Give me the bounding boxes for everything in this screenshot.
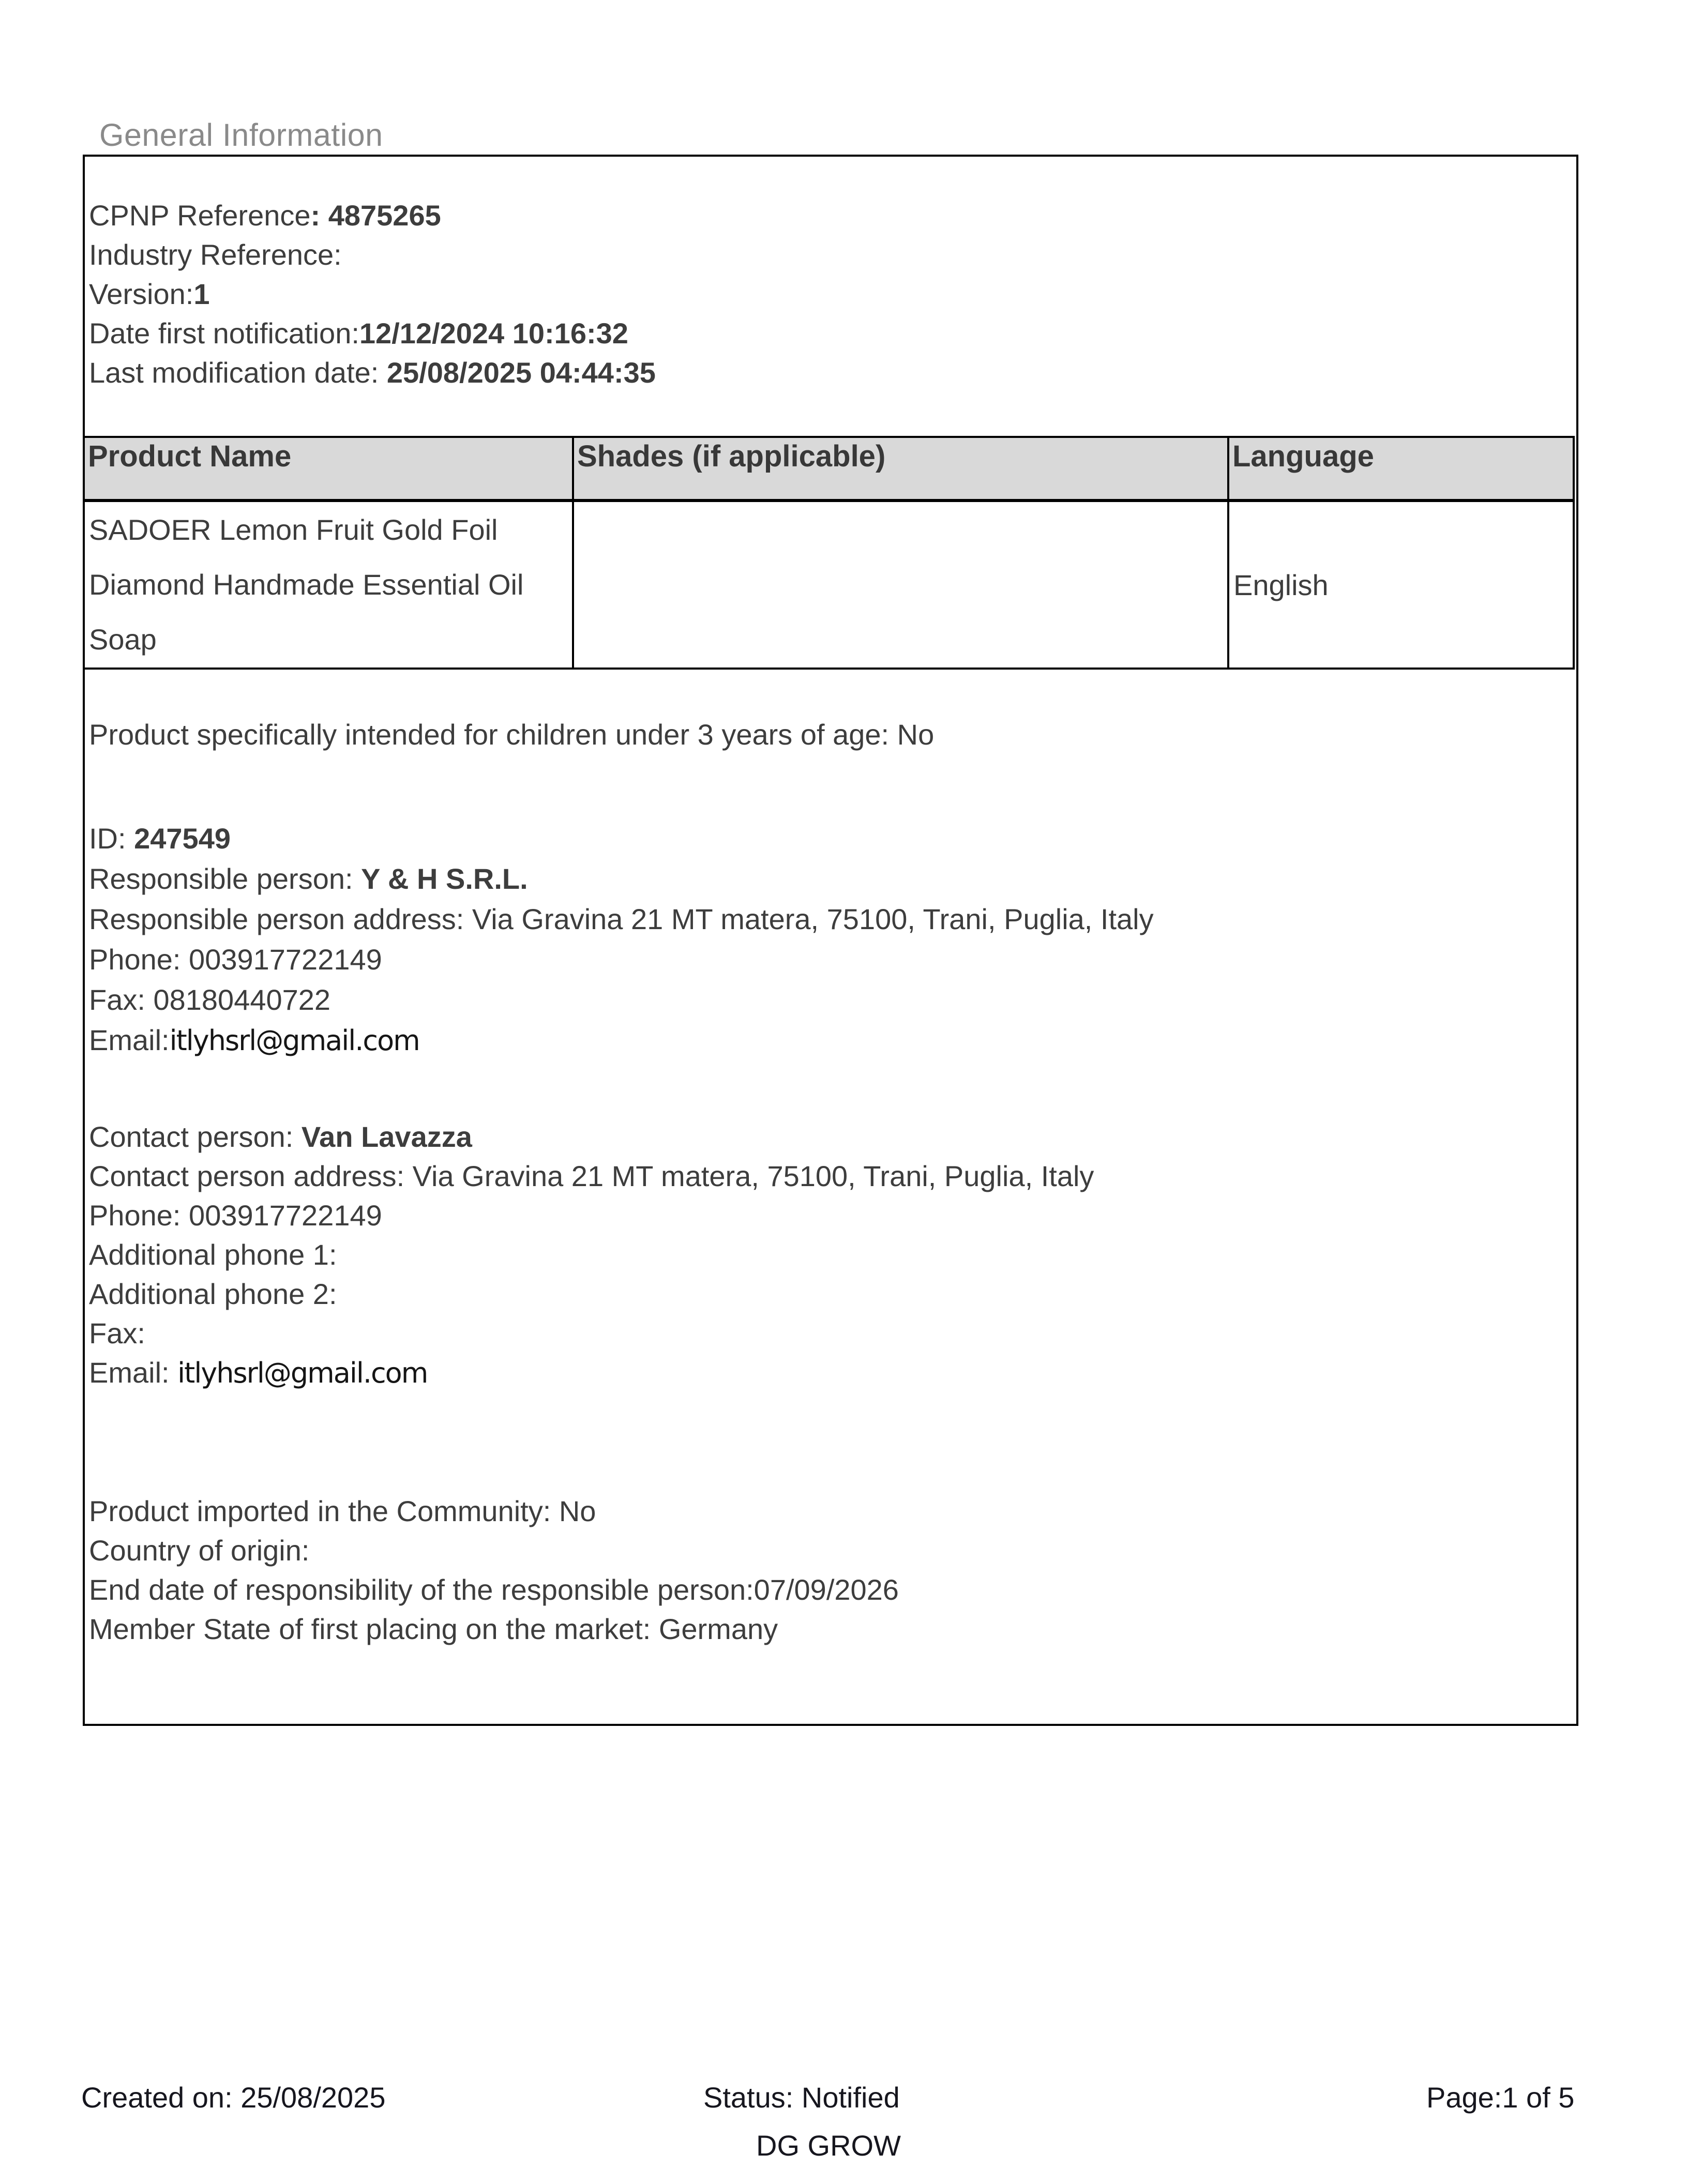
column-header-language: Language	[1228, 437, 1574, 501]
field-value: Y & H S.R.L.	[361, 862, 528, 895]
field-label: Additional phone 2:	[89, 1278, 337, 1310]
contact-email-line	[85, 1353, 1576, 1393]
field-value: Van Lavazza	[301, 1120, 472, 1153]
member-state-line: Member State of first placing on the market: Germany	[89, 1613, 778, 1645]
field-label: Last modification date:	[89, 356, 387, 389]
footer-created-on: Created on: 25/08/2025	[81, 2081, 386, 2114]
field-label: Contact person address: Via Gravina 21 MT matera, 75100, Trani, Puglia, Italy	[89, 1160, 1094, 1192]
shades-cell	[573, 501, 1228, 669]
end-date-responsibility-line: End date of responsibility of the responsible person:07/09/2026	[89, 1573, 899, 1606]
product-table	[83, 436, 1575, 670]
cpnp-reference-line	[85, 196, 1576, 235]
industry-reference-line	[85, 235, 1576, 275]
column-header-shades: Shades (if applicable)	[573, 437, 1228, 501]
responsible-person-address-line	[85, 899, 1576, 939]
field-label: CPNP Reference	[89, 199, 311, 232]
field-value: : 4875265	[310, 199, 441, 232]
field-label: Additional phone 1:	[89, 1238, 337, 1271]
field-label: Phone: 003917722149	[89, 1199, 382, 1232]
last-modification-line	[85, 353, 1576, 392]
id-line	[85, 818, 1576, 859]
field-value: 12/12/2024 10:16:32	[359, 317, 628, 350]
field-label: Responsible person:	[89, 862, 361, 895]
additional-phone-1-line	[85, 1235, 1576, 1275]
email-value: itlyhsrl@gmail.com	[169, 1024, 419, 1057]
email-label: Email:	[89, 1356, 178, 1389]
field-value: 25/08/2025 04:44:35	[386, 356, 656, 389]
children-under-3-line	[85, 715, 1576, 754]
product-name-cell: SADOER Lemon Fruit Gold Foil Diamond Handmade Essential Oil Soap	[84, 501, 573, 669]
version-line	[85, 275, 1576, 314]
field-value: 247549	[134, 822, 231, 855]
product-imported-line: Product imported in the Community: No	[89, 1495, 596, 1527]
table-header-row	[84, 437, 1574, 501]
country-of-origin-line: Country of origin:	[89, 1534, 310, 1567]
field-label: Responsible person address: Via Gravina 21 MT matera, 75100, Trani, Puglia, Italy	[89, 903, 1154, 935]
contact-person-address-line	[85, 1157, 1576, 1196]
children-block	[85, 715, 1576, 754]
contact-phone-line	[85, 1196, 1576, 1235]
field-label: Fax:	[89, 1317, 145, 1349]
contact-person-block	[85, 1117, 1576, 1393]
responsible-person-block	[85, 818, 1576, 1061]
field-label: Fax: 08180440722	[89, 983, 331, 1016]
contact-person-line	[85, 1117, 1576, 1157]
footer-org: DG GROW	[756, 2129, 901, 2162]
market-block	[85, 1492, 1576, 1649]
field-label: ID:	[89, 822, 134, 855]
responsible-email-line	[85, 1020, 1576, 1061]
reference-block	[85, 196, 1576, 392]
page-title: General Information	[99, 117, 383, 153]
field-label: Date first notification:	[89, 317, 359, 350]
field-value: 1	[193, 278, 210, 310]
field-label: Version:	[89, 278, 194, 310]
email-value: itlyhsrl@gmail.com	[177, 1357, 428, 1389]
contact-fax-line	[85, 1314, 1576, 1353]
responsible-fax-line	[85, 980, 1576, 1020]
footer-status: Status: Notified	[703, 2081, 900, 2114]
column-header-product-name: Product Name	[84, 437, 573, 501]
footer-page-number: Page:1 of 5	[1426, 2081, 1575, 2114]
field-label: Industry Reference:	[89, 238, 342, 271]
field-label: Contact person:	[89, 1120, 302, 1153]
field-label: Phone: 003917722149	[89, 943, 382, 976]
additional-phone-2-line	[85, 1275, 1576, 1314]
responsible-person-line	[85, 859, 1576, 899]
general-info-box	[83, 155, 1578, 1726]
language-cell: English	[1228, 501, 1574, 669]
field-label: Product specifically intended for children under 3 years of age: No	[89, 718, 935, 751]
date-first-notification-line	[85, 314, 1576, 353]
email-label: Email:	[89, 1024, 170, 1056]
responsible-phone-line	[85, 939, 1576, 980]
table-row	[84, 501, 1574, 669]
